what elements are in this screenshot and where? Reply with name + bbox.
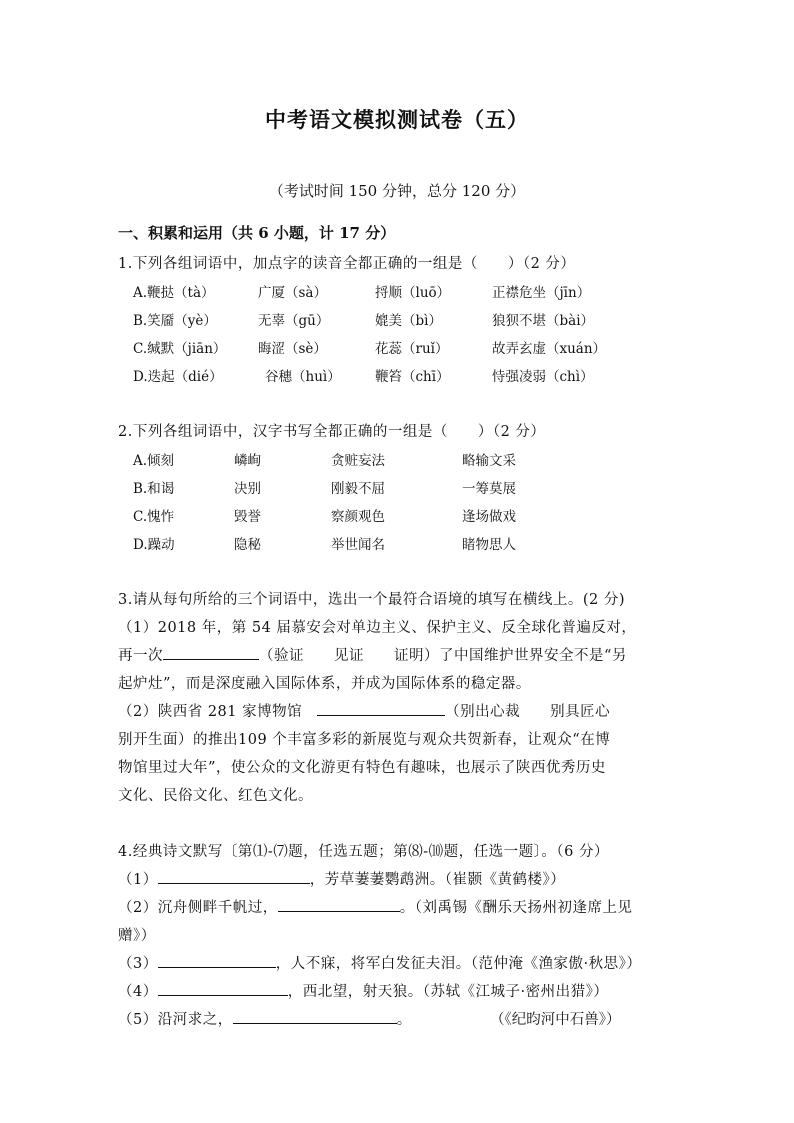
option-a-4: 略输文采 [462, 453, 516, 469]
section-heading: 一、积累和运用（共 6 小题，计 17 分） [118, 224, 396, 242]
answer-blank[interactable] [158, 953, 276, 968]
option-d-1: D.迭起（dié） [133, 369, 223, 385]
question-4-line-4 [118, 980, 608, 1001]
option-b-4: 狼狈不堪（bài） [492, 313, 595, 329]
exam-info: （考试时间 150 分钟，总分 120 分） [268, 182, 526, 200]
question-2-stem: 2.下列各组词语中，汉字书写全都正确的一组是（ ）（2 分） [118, 424, 546, 440]
option-a-3: 贪赃妄法 [331, 453, 385, 469]
question-1-stem: 1.下列各组词语中，加点字的读音全都正确的一组是（ ）（2 分） [118, 256, 576, 272]
answer-blank[interactable] [158, 869, 310, 884]
option-c-3: 花蕊（ruǐ） [375, 341, 449, 357]
text-fragment: 再一次 [118, 648, 163, 664]
question-4-line-1 [118, 868, 565, 889]
option-a-4: 正襟危坐（jīn） [492, 285, 591, 301]
option-b-3: 媲美（bì） [375, 313, 442, 329]
option-c-4: 故弄玄虚（xuán） [492, 341, 607, 357]
text-fragment: （2）陕西省 281 家博物馆 [118, 704, 318, 720]
question-4-stem: 4.经典诗文默写〔第⑴-⑺题，任选五题；第⑻-⑽题，任选一题〕。（6 分） [118, 844, 609, 860]
question-3-item-1-line-3: 起炉灶”，而是深度融入国际体系，并成为国际体系的稳定器。 [118, 676, 531, 692]
option-b-1: B.和谒 [133, 481, 175, 497]
page-title: 中考语文模拟测试卷（五） [265, 107, 529, 132]
answer-blank[interactable] [233, 1009, 397, 1024]
question-4-line-5-source: （《纪昀河中石兽》） [490, 1012, 621, 1028]
question-3-item-1-line-1: （1）2018 年，第 54 届慕安会对单边主义、保护主义、反全球化普遍反对， [118, 620, 637, 636]
question-4-line-5 [118, 1008, 412, 1029]
text-fragment: （别出心裁 别具匠心 [445, 704, 611, 720]
option-c-1: C.愧怍 [133, 509, 175, 525]
text-fragment: ，西北望，射天狼。（苏轼《江城子·密州出猎》） [287, 984, 609, 1000]
option-b-1: B.笑靥（yè） [133, 313, 217, 329]
text-fragment: （验证 见证 证明）了中国维护世界安全不是“另 [259, 648, 627, 664]
option-c-3: 察颜观色 [331, 509, 385, 525]
text-fragment: 。（刘禹锡《酬乐天扬州初逢席上见 [399, 900, 633, 916]
text-fragment: ，芳草萋萋鹦鹉洲。（崔颢《黄鹤楼》） [309, 872, 566, 888]
option-d-2: 谷穗（huì） [265, 369, 341, 385]
option-a-1: A.倾刻 [133, 453, 175, 469]
option-d-4: 恃强凌弱（chì） [492, 369, 594, 385]
question-3-item-2-line-3: 物馆里过大年”，使公众的文化游更有特色有趣味，也展示了陕西优秀历史 [118, 760, 606, 776]
text-fragment: （2）沉舟侧畔千帆过， [118, 900, 278, 916]
answer-blank[interactable] [317, 701, 445, 716]
question-3-item-2-line-1 [118, 700, 610, 721]
question-3-item-1-line-2 [118, 644, 627, 665]
option-c-4: 逢场做戏 [462, 509, 516, 525]
option-b-2: 无辜（gū） [258, 313, 330, 329]
answer-blank[interactable] [158, 981, 288, 996]
question-3-stem: 3.请从每句所给的三个词语中，选出一个最符合语境的填写在横线上。(2 分) [118, 592, 625, 608]
answer-blank[interactable] [278, 897, 400, 912]
option-d-2: 隐秘 [234, 537, 261, 553]
option-a-1: A.鞭挞（tà） [133, 285, 215, 301]
option-b-2: 决别 [234, 481, 261, 497]
option-d-3: 鞭笞（chī） [375, 369, 450, 385]
option-d-4: 睹物思人 [462, 537, 516, 553]
answer-blank[interactable] [163, 645, 259, 660]
option-a-3: 捋顺（luō） [375, 285, 451, 301]
text-fragment: 。 [396, 1012, 412, 1028]
option-d-3: 举世闻名 [331, 537, 385, 553]
text-fragment: （5）沿河求之， [118, 1012, 233, 1028]
question-4-line-3 [118, 952, 641, 973]
option-b-3: 刚毅不屈 [331, 481, 385, 497]
option-c-2: 晦涩（sè） [258, 341, 327, 357]
option-d-1: D.躁动 [133, 537, 175, 553]
text-fragment: ，人不寐，将军白发征夫泪。（范仲淹《渔家傲·秋思》） [275, 956, 642, 972]
question-4-line-2-cont: 赠》） [118, 928, 156, 944]
text-fragment: （4） [118, 984, 158, 1000]
option-c-1: C.缄默（jiān） [133, 341, 227, 357]
option-a-2: 嶙峋 [234, 453, 261, 469]
option-a-2: 广厦（sà） [258, 285, 327, 301]
option-c-2: 毁誉 [234, 509, 261, 525]
text-fragment: （1） [118, 872, 158, 888]
question-3-item-2-line-4: 文化、民俗文化、红色文化。 [118, 788, 313, 804]
question-4-line-2 [118, 896, 632, 917]
question-3-item-2-line-2: 别开生面）的推出109 个丰富多彩的新展览与观众共贺新春，让观众“在博 [118, 732, 611, 748]
text-fragment: （3） [118, 956, 158, 972]
option-b-4: 一筹莫展 [462, 481, 516, 497]
